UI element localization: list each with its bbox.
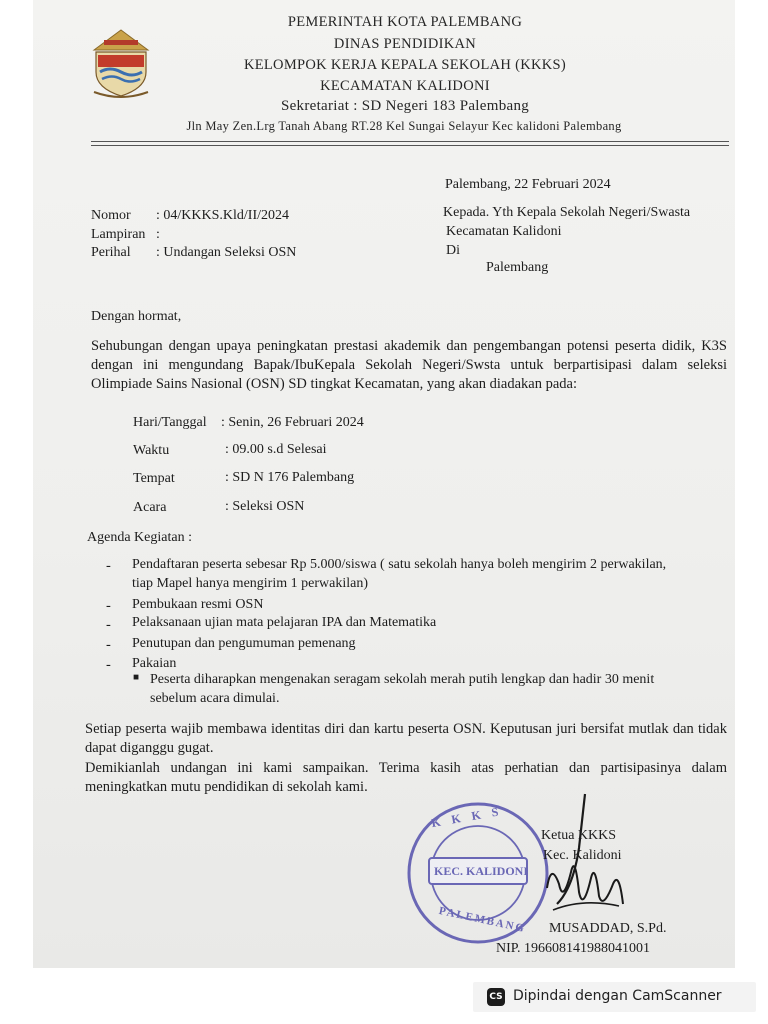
recipient-line3: Di xyxy=(446,243,460,258)
meta-lampiran-value: : xyxy=(156,227,160,242)
agenda-item-closing: Penutupan dan pengumuman pemenang xyxy=(132,636,356,651)
signer-name: MUSADDAD, S.Pd. xyxy=(549,921,667,936)
event-value-date: : Senin, 26 Februari 2024 xyxy=(221,415,364,430)
salutation: Dengan hormat, xyxy=(91,309,182,324)
recipient-line2: Kecamatan Kalidoni xyxy=(446,224,562,239)
signer-title-1: Ketua KKKS xyxy=(541,828,617,843)
meta-perihal-label: Perihal xyxy=(91,245,131,260)
agenda-bullet: - xyxy=(106,558,111,574)
signer-title-2: Kec. Kalidoni xyxy=(543,848,622,863)
closing-paragraph-2: Demikianlah undangan ini kami sampaikan. Terima kasih atas perhatian dan partisipasinya dalam meningkatkan mutu pendidikan di sekolah kami. xyxy=(85,760,727,795)
signer-nip: NIP. 196608141988041001 xyxy=(496,941,651,956)
letter-date: Palembang, 22 Februari 2024 xyxy=(445,177,611,192)
agenda-bullet: - xyxy=(106,637,111,653)
letter-page xyxy=(33,0,735,968)
event-value-time: : 09.00 s.d Selesai xyxy=(225,442,327,457)
camscanner-watermark xyxy=(473,982,756,1012)
meta-lampiran-label: Lampiran xyxy=(91,227,146,242)
letterhead-office: DINAS PENDIDIKAN xyxy=(333,36,477,52)
recipient-line4: Palembang xyxy=(486,260,549,275)
meta-nomor-label: Nomor xyxy=(91,208,131,223)
agenda-item-registration-cont: tiap Mapel hanya mengirim 1 perwakilan) xyxy=(132,576,368,591)
recipient-line1: Kepada. Yth Kepala Sekolah Negeri/Swasta xyxy=(443,205,691,220)
camscanner-text: Dipindai dengan CamScanner xyxy=(513,988,722,1004)
stamp-top-text: K K K S xyxy=(430,803,504,831)
attire-note-cont: sebelum acara dimulai. xyxy=(150,691,280,706)
attire-note: Peserta diharapkan mengenakan seragam sekolah merah putih lengkap dan hadir 30 menit xyxy=(150,672,655,687)
meta-nomor-value: : 04/KKKS.Kld/II/2024 xyxy=(156,208,289,223)
agenda-item-registration: Pendaftaran peserta sebesar Rp 5.000/siswa ( satu sekolah hanya boleh mengirim 2 perwakilan, xyxy=(132,557,667,572)
letterhead-divider-thin xyxy=(91,145,729,146)
letterhead-divider xyxy=(91,141,729,142)
letterhead-government: PEMERINTAH KOTA PALEMBANG xyxy=(287,14,523,30)
event-label-date: Hari/Tanggal xyxy=(133,415,207,430)
agenda-bullet: - xyxy=(106,598,111,614)
agenda-bullet: - xyxy=(106,657,111,673)
meta-perihal-value: : Undangan Seleksi OSN xyxy=(156,245,297,260)
event-label-time: Waktu xyxy=(133,443,170,458)
letterhead-organization: KELOMPOK KERJA KEPALA SEKOLAH (KKKS) xyxy=(243,57,567,73)
event-value-place: : SD N 176 Palembang xyxy=(225,470,355,485)
stamp-bottom-text: PALEMBANG xyxy=(437,904,527,936)
agenda-bullet: - xyxy=(106,617,111,633)
agenda-item-opening: Pembukaan resmi OSN xyxy=(132,597,264,612)
stamp-center-text: KEC. KALIDONI xyxy=(434,864,529,878)
event-label-place: Tempat xyxy=(133,471,175,486)
intro-paragraph: Sehubungan dengan upaya peningkatan prestasi akademik dan pengembangan potensi peserta didik, K3S dengan ini mengundang Bapak/IbuKepala Sekolah Negeri/Swsta untuk berpartisipasi dalam seleksi Olimpiade Sains Nasional (OSN) SD tingkat Kecamatan, yang akan diadakan pada: xyxy=(91,338,727,392)
agenda-title: Agenda Kegiatan : xyxy=(87,530,192,545)
letterhead-district: KECAMATAN KALIDONI xyxy=(320,78,490,94)
event-label-event: Acara xyxy=(133,500,167,515)
square-bullet-icon: ■ xyxy=(133,672,140,683)
agenda-item-attire: Pakaian xyxy=(132,656,177,671)
letterhead-address: Jln May Zen.Lrg Tanah Abang RT.28 Kel Sungai Selayur Kec kalidoni Palembang xyxy=(186,119,622,133)
letterhead-secretariat: Sekretariat : SD Negeri 183 Palembang xyxy=(280,98,530,114)
camscanner-logo-icon: CS xyxy=(487,988,505,1006)
event-value-event: : Seleksi OSN xyxy=(225,499,305,514)
agenda-item-exam: Pelaksanaan ujian mata pelajaran IPA dan Matematika xyxy=(132,615,437,630)
closing-paragraph-1: Setiap peserta wajib membawa identitas diri dan kartu peserta OSN. Keputusan juri bersifat mutlak dan tidak dapat diganggu gugat. xyxy=(85,721,727,756)
